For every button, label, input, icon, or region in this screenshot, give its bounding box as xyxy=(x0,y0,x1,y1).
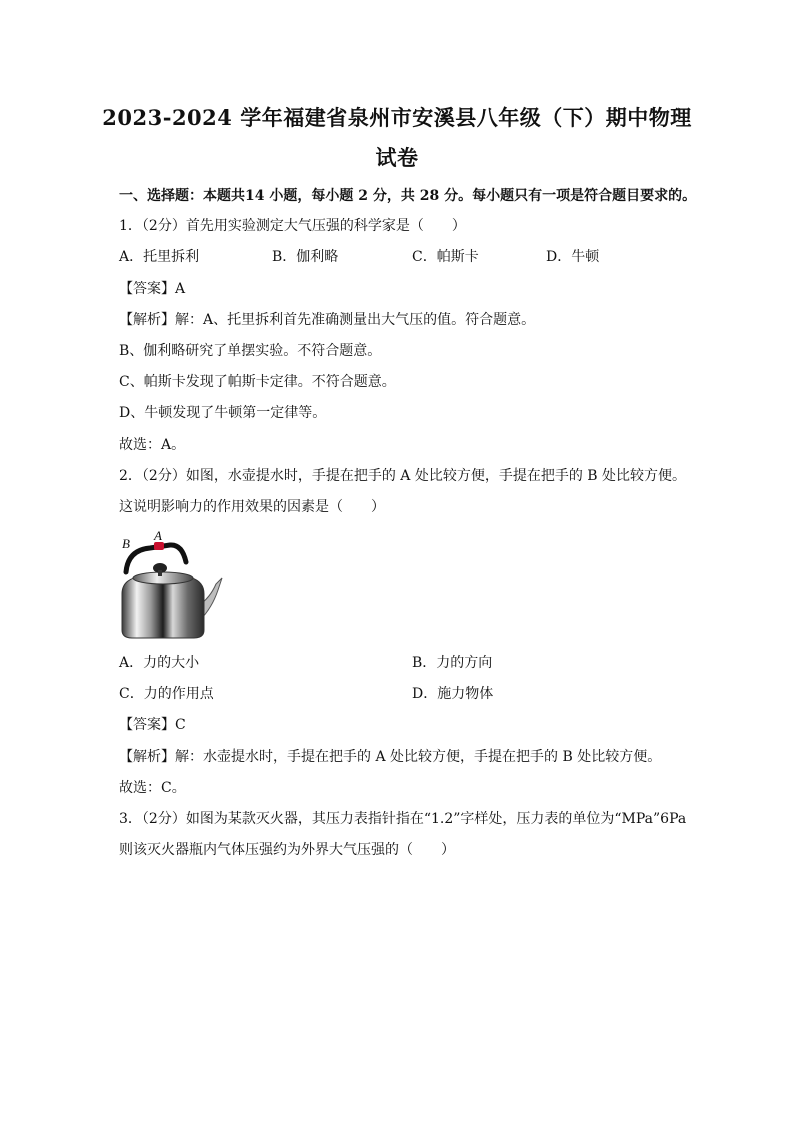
q2-analysis-line: 【解析】解：水壶提水时，手提在把手的 A 处比较方便，手提在把手的 B 处比较方便。 xyxy=(119,749,662,765)
q1-analysis-line: D、牛顿发现了牛顿第一定律等。 xyxy=(119,405,327,421)
q3-stem-line2: 则该灭火器瓶内气体压强约为外界大气压强的（ ） xyxy=(119,842,455,858)
q1-option-a: A．托里拆利 xyxy=(119,249,200,265)
q1-analysis-line: 【解析】解：A、托里拆利首先准确测量出大气压的值。符合题意。 xyxy=(119,312,536,328)
q1-conclusion: 故选：A。 xyxy=(119,437,186,453)
q1-answer: 【答案】A xyxy=(119,281,186,297)
q1-option-d: D．牛顿 xyxy=(546,249,600,265)
figure-label-b: B xyxy=(122,536,130,551)
q2-stem-line2: 这说明影响力的作用效果的因素是（ ） xyxy=(119,499,385,515)
q1-option-b: B．伽利略 xyxy=(272,249,339,265)
page-title: 2023-2024 学年福建省泉州市安溪县八年级（下）期中物理 xyxy=(102,105,692,130)
q2-option-c: C．力的作用点 xyxy=(119,686,214,702)
q3-stem: 3．（2分）如图为某款灭火器，其压力表指针指在“1.2”字样处，压力表的单位为“MPa”6Pa xyxy=(119,811,687,827)
q2-option-d: D．施力物体 xyxy=(412,686,494,702)
q1-stem: 1．（2分）首先用实验测定大气压强的科学家是（ ） xyxy=(119,218,466,234)
handle-grip-icon xyxy=(154,542,164,550)
q1-option-c: C．帕斯卡 xyxy=(412,249,479,265)
section-heading: 一、选择题：本题共14 小题，每小题 2 分，共 28 分。每小题只有一项是符合题目要求的。 xyxy=(119,188,697,204)
q2-stem: 2．（2分）如图，水壶提水时，手提在把手的 A 处比较方便，手提在把手的 B 处比较方便。 xyxy=(119,468,687,484)
kettle-figure xyxy=(112,528,230,646)
q2-option-a: A．力的大小 xyxy=(119,655,200,671)
figure-label-a: A xyxy=(154,528,162,543)
q1-analysis-line: B、伽利略研究了单摆实验。不符合题意。 xyxy=(119,343,382,359)
page-title-line2: 试卷 xyxy=(375,145,419,170)
q2-answer: 【答案】C xyxy=(119,717,186,733)
q2-option-b: B．力的方向 xyxy=(412,655,493,671)
q2-conclusion: 故选：C。 xyxy=(119,780,186,796)
q1-analysis-line: C、帕斯卡发现了帕斯卡定律。不符合题意。 xyxy=(119,374,396,390)
